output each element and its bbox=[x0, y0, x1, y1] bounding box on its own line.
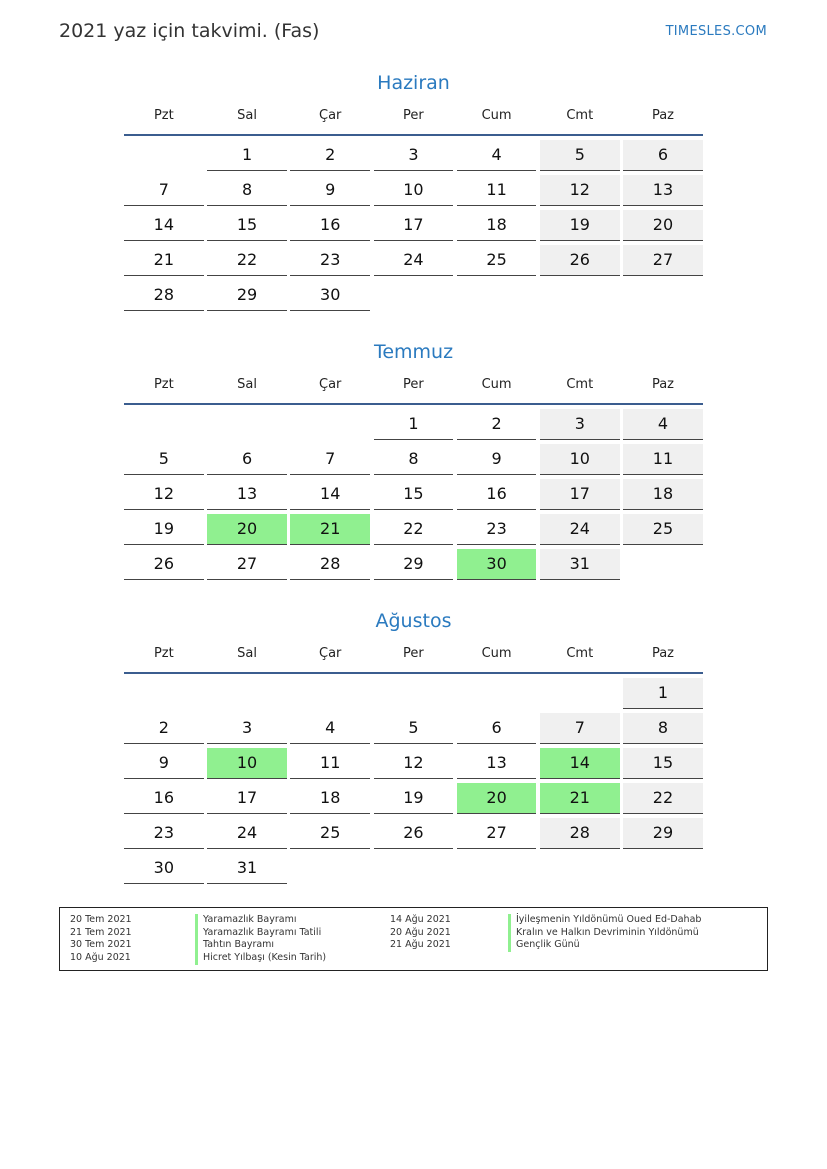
weekday-header bbox=[124, 367, 703, 405]
day-grid bbox=[124, 140, 703, 311]
day-cell: 30 bbox=[124, 853, 204, 884]
legend-date: 20 Tem 2021 bbox=[70, 914, 132, 925]
day-cell: 17 bbox=[374, 210, 454, 241]
weekday-label: Cmt bbox=[566, 377, 594, 392]
legend-holiday-name: Kralın ve Halkın Devriminin Yıldönümü bbox=[508, 927, 701, 940]
day-cell: 16 bbox=[457, 479, 537, 510]
day-cell: 14 bbox=[540, 748, 620, 779]
day-grid bbox=[124, 409, 703, 580]
day-cell: 18 bbox=[457, 210, 537, 241]
weekday-label: Cmt bbox=[566, 646, 594, 661]
weekday-header bbox=[124, 98, 703, 136]
day-cell: 21 bbox=[540, 783, 620, 814]
day-cell: 7 bbox=[124, 175, 204, 206]
empty-day-cell bbox=[623, 853, 703, 883]
day-cell: 17 bbox=[540, 479, 620, 510]
day-cell: 20 bbox=[207, 514, 287, 545]
legend-date: 21 Tem 2021 bbox=[70, 926, 132, 938]
day-cell: 5 bbox=[124, 444, 204, 475]
day-cell: 28 bbox=[124, 280, 204, 311]
legend-holiday-name: Hicret Yılbaşı (Kesin Tarih) bbox=[195, 952, 326, 965]
day-cell: 28 bbox=[540, 818, 620, 849]
day-cell: 19 bbox=[374, 783, 454, 814]
day-cell: 15 bbox=[623, 748, 703, 779]
weekday-label: Paz bbox=[651, 108, 674, 123]
weekday-label: Paz bbox=[651, 377, 674, 392]
empty-day-cell bbox=[540, 853, 620, 883]
empty-day-cell bbox=[290, 678, 370, 708]
legend-left-dates bbox=[70, 914, 132, 965]
day-cell: 2 bbox=[457, 409, 537, 440]
empty-day-cell bbox=[374, 280, 454, 310]
day-cell: 1 bbox=[623, 678, 703, 709]
legend-right-dates bbox=[390, 914, 451, 952]
month-name: Temmuz bbox=[373, 341, 454, 363]
day-cell: 13 bbox=[623, 175, 703, 206]
day-cell: 1 bbox=[207, 140, 287, 171]
day-cell: 24 bbox=[540, 514, 620, 545]
day-cell: 23 bbox=[290, 245, 370, 276]
day-cell: 24 bbox=[207, 818, 287, 849]
day-cell: 5 bbox=[374, 713, 454, 744]
day-cell: 18 bbox=[623, 479, 703, 510]
weekday-label: Sal bbox=[237, 646, 257, 661]
legend-date: 14 Ağu 2021 bbox=[390, 914, 451, 925]
day-grid bbox=[124, 678, 703, 884]
day-cell: 22 bbox=[374, 514, 454, 545]
legend-date: 10 Ağu 2021 bbox=[70, 952, 131, 964]
day-cell: 31 bbox=[540, 549, 620, 580]
month-name: Haziran bbox=[377, 72, 450, 94]
empty-day-cell bbox=[290, 409, 370, 439]
day-cell: 10 bbox=[374, 175, 454, 206]
day-cell: 13 bbox=[457, 748, 537, 779]
day-cell: 3 bbox=[207, 713, 287, 744]
legend-holiday-name: İyileşmenin Yıldönümü Oued Ed-Dahab bbox=[508, 914, 701, 927]
weekday-label: Çar bbox=[319, 108, 342, 123]
weekday-label: Pzt bbox=[153, 377, 174, 392]
day-cell: 26 bbox=[124, 549, 204, 580]
empty-day-cell bbox=[457, 853, 537, 883]
day-cell: 23 bbox=[124, 818, 204, 849]
month-july bbox=[124, 337, 703, 580]
day-cell: 16 bbox=[290, 210, 370, 241]
day-cell: 2 bbox=[124, 713, 204, 744]
day-cell: 7 bbox=[290, 444, 370, 475]
weekday-label: Per bbox=[403, 108, 424, 123]
empty-day-cell bbox=[290, 853, 370, 883]
day-cell: 19 bbox=[124, 514, 204, 545]
weekday-label: Çar bbox=[319, 377, 342, 392]
empty-day-cell bbox=[207, 678, 287, 708]
empty-day-cell bbox=[124, 678, 204, 708]
day-cell: 26 bbox=[374, 818, 454, 849]
empty-day-cell bbox=[540, 678, 620, 708]
weekday-label: Cum bbox=[481, 377, 512, 392]
weekday-label: Pzt bbox=[153, 646, 174, 661]
legend-right-names bbox=[508, 914, 701, 952]
day-cell: 27 bbox=[457, 818, 537, 849]
day-cell: 22 bbox=[623, 783, 703, 814]
day-cell: 3 bbox=[540, 409, 620, 440]
day-cell: 17 bbox=[207, 783, 287, 814]
day-cell: 26 bbox=[540, 245, 620, 276]
day-cell: 6 bbox=[457, 713, 537, 744]
legend-date: 21 Ağu 2021 bbox=[390, 939, 451, 951]
brand-link[interactable]: TIMESLES.COM bbox=[665, 24, 767, 39]
day-cell: 27 bbox=[623, 245, 703, 276]
page-title: 2021 yaz için takvimi. (Fas) bbox=[59, 20, 320, 42]
weekday-label: Cum bbox=[481, 108, 512, 123]
weekday-header bbox=[124, 636, 703, 674]
day-cell: 5 bbox=[540, 140, 620, 171]
day-cell: 10 bbox=[207, 748, 287, 779]
day-cell: 21 bbox=[124, 245, 204, 276]
month-august bbox=[124, 606, 703, 884]
day-cell: 23 bbox=[457, 514, 537, 545]
day-cell: 25 bbox=[623, 514, 703, 545]
day-cell: 21 bbox=[290, 514, 370, 545]
day-cell: 30 bbox=[290, 280, 370, 311]
empty-day-cell bbox=[457, 280, 537, 310]
empty-day-cell bbox=[623, 280, 703, 310]
day-cell: 8 bbox=[207, 175, 287, 206]
day-cell: 1 bbox=[374, 409, 454, 440]
empty-day-cell bbox=[124, 409, 204, 439]
empty-day-cell bbox=[207, 409, 287, 439]
day-cell: 7 bbox=[540, 713, 620, 744]
legend-date: 20 Ağu 2021 bbox=[390, 926, 451, 938]
legend-holiday-name: Yaramazlık Bayramı bbox=[195, 914, 326, 927]
day-cell: 20 bbox=[457, 783, 537, 814]
day-cell: 12 bbox=[374, 748, 454, 779]
month-june bbox=[124, 68, 703, 311]
day-cell: 13 bbox=[207, 479, 287, 510]
day-cell: 2 bbox=[290, 140, 370, 171]
weekday-label: Pzt bbox=[153, 108, 174, 123]
day-cell: 14 bbox=[290, 479, 370, 510]
empty-day-cell bbox=[623, 549, 703, 579]
day-cell: 29 bbox=[623, 818, 703, 849]
legend-holiday-name: Tahtın Bayramı bbox=[195, 939, 326, 952]
weekday-label: Per bbox=[403, 646, 424, 661]
day-cell: 24 bbox=[374, 245, 454, 276]
day-cell: 3 bbox=[374, 140, 454, 171]
day-cell: 30 bbox=[457, 549, 537, 580]
day-cell: 11 bbox=[290, 748, 370, 779]
day-cell: 6 bbox=[207, 444, 287, 475]
empty-day-cell bbox=[124, 140, 204, 170]
empty-day-cell bbox=[374, 678, 454, 708]
legend-holiday-name: Yaramazlık Bayramı Tatili bbox=[195, 927, 326, 940]
day-cell: 9 bbox=[124, 748, 204, 779]
weekday-label: Sal bbox=[237, 108, 257, 123]
weekday-label: Cum bbox=[481, 646, 512, 661]
day-cell: 25 bbox=[290, 818, 370, 849]
weekday-label: Per bbox=[403, 377, 424, 392]
weekday-label: Cmt bbox=[566, 108, 594, 123]
legend-holiday-name: Gençlik Günü bbox=[508, 939, 701, 952]
day-cell: 20 bbox=[623, 210, 703, 241]
day-cell: 8 bbox=[623, 713, 703, 744]
day-cell: 22 bbox=[207, 245, 287, 276]
legend-date: 30 Tem 2021 bbox=[70, 939, 132, 951]
weekday-label: Çar bbox=[319, 646, 342, 661]
holiday-legend bbox=[59, 907, 768, 971]
empty-day-cell bbox=[374, 853, 454, 883]
day-cell: 15 bbox=[374, 479, 454, 510]
day-cell: 11 bbox=[457, 175, 537, 206]
legend-left-names bbox=[195, 914, 326, 965]
day-cell: 28 bbox=[290, 549, 370, 580]
day-cell: 4 bbox=[290, 713, 370, 744]
day-cell: 4 bbox=[623, 409, 703, 440]
empty-day-cell bbox=[540, 280, 620, 310]
day-cell: 18 bbox=[290, 783, 370, 814]
day-cell: 6 bbox=[623, 140, 703, 171]
weekday-label: Sal bbox=[237, 377, 257, 392]
day-cell: 11 bbox=[623, 444, 703, 475]
day-cell: 15 bbox=[207, 210, 287, 241]
day-cell: 9 bbox=[457, 444, 537, 475]
day-cell: 10 bbox=[540, 444, 620, 475]
day-cell: 14 bbox=[124, 210, 204, 241]
empty-day-cell bbox=[457, 678, 537, 708]
day-cell: 29 bbox=[374, 549, 454, 580]
day-cell: 4 bbox=[457, 140, 537, 171]
day-cell: 31 bbox=[207, 853, 287, 884]
day-cell: 9 bbox=[290, 175, 370, 206]
day-cell: 12 bbox=[540, 175, 620, 206]
day-cell: 16 bbox=[124, 783, 204, 814]
day-cell: 29 bbox=[207, 280, 287, 311]
day-cell: 8 bbox=[374, 444, 454, 475]
day-cell: 19 bbox=[540, 210, 620, 241]
month-name: Ağustos bbox=[375, 610, 452, 632]
day-cell: 27 bbox=[207, 549, 287, 580]
day-cell: 12 bbox=[124, 479, 204, 510]
weekday-label: Paz bbox=[651, 646, 674, 661]
day-cell: 25 bbox=[457, 245, 537, 276]
